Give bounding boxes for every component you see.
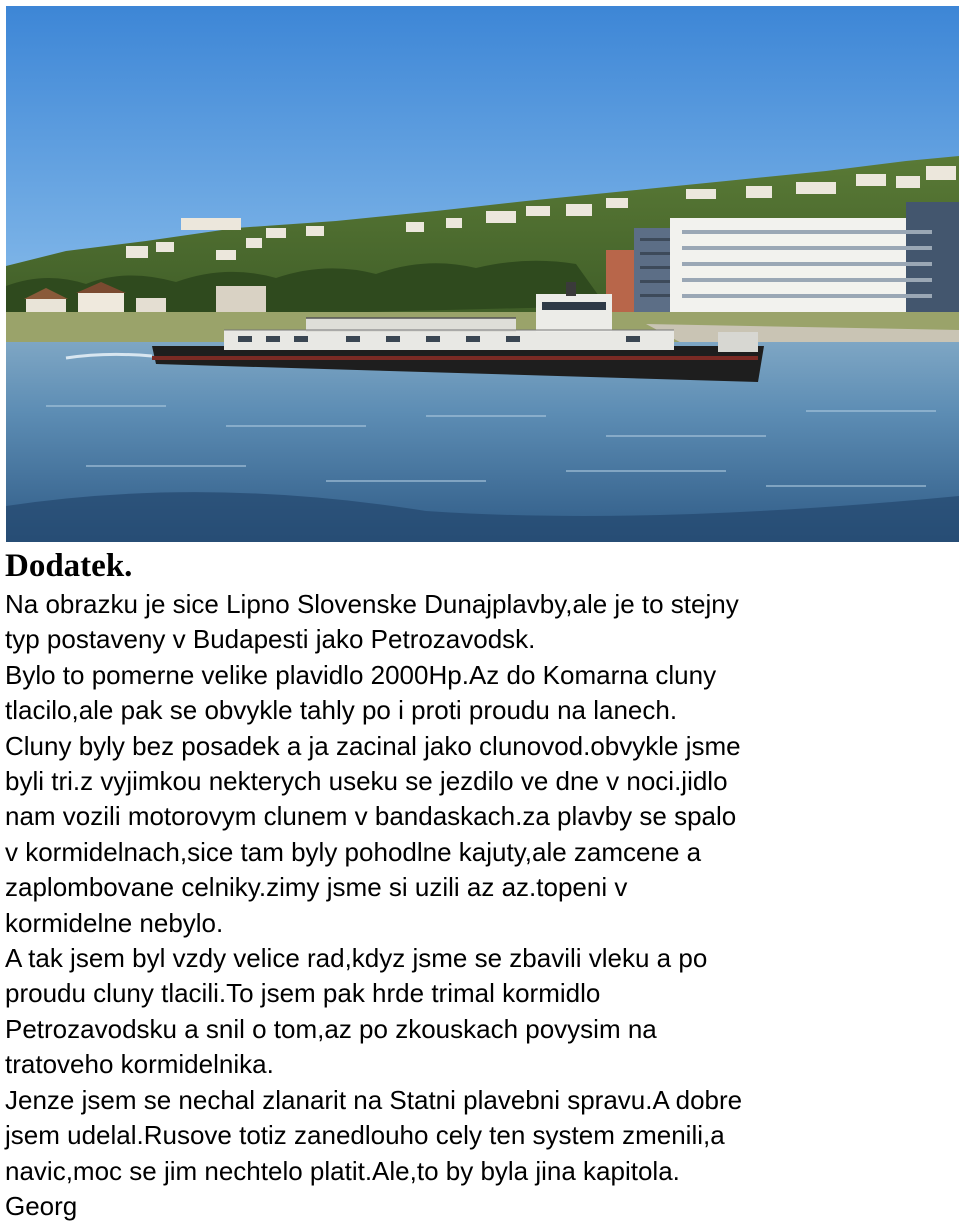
text-line: byli tri.z vyjimkou nekterych useku se jezdilo ve dne v noci.jidlo: [5, 766, 728, 797]
text-line: A tak jsem byl vzdy velice rad,kdyz jsme se zbavili vleku a po: [5, 943, 708, 974]
river-photo: [6, 6, 959, 542]
document-body: [5, 587, 955, 1224]
text-line: tlacilo,ale pak se obvykle tahly po i proti proudu na lanech.: [5, 695, 678, 726]
text-line: Na obrazku je sice Lipno Slovenske Dunajplavby,ale je to stejny: [5, 589, 739, 619]
river-photo-illustration: [6, 6, 959, 542]
text-line: navic,moc se jim nechtelo platit.Ale,to by byla jina kapitola.: [5, 1155, 680, 1186]
text-line: v kormidelnach,sice tam byly pohodlne kajuty,ale zamcene a: [5, 836, 702, 867]
text-line: zaplombovane celniky.zimy jsme si uzili az az.topeni v: [5, 872, 628, 903]
document-heading: Dodatek.: [5, 548, 133, 584]
boat-deckhouse: [224, 330, 674, 350]
signature-line: Georg: [5, 1190, 78, 1221]
text-line: Jenze jsem se nechal zlanarit na Statni plavebni spravu.A dobre: [5, 1084, 743, 1115]
text-line: kormidelne nebylo.: [5, 907, 224, 938]
text-line: typ postaveny v Budapesti jako Petrozavodsk.: [5, 624, 536, 655]
text-line: Cluny byly bez posadek a ja zacinal jako clunovod.obvykle jsme: [5, 730, 741, 761]
text-line: jsem udelal.Rusove totiz zanedlouho cely ten system zmenili,a: [5, 1120, 725, 1151]
text-line: Petrozavodsku a snil o tom,az po zkouskach povysim na: [5, 1013, 657, 1044]
boat-wheelhouse: [536, 294, 612, 332]
text-line: Bylo to pomerne velike plavidlo 2000Hp.Az do Komarna cluny: [5, 659, 717, 690]
text-line: nam vozili motorovym clunem v bandaskach.za plavby se spalo: [5, 801, 737, 832]
text-line: proudu cluny tlacili.To jsem pak hrde trimal kormidlo: [5, 978, 601, 1009]
text-line: tratoveho kormidelnika.: [5, 1049, 274, 1080]
